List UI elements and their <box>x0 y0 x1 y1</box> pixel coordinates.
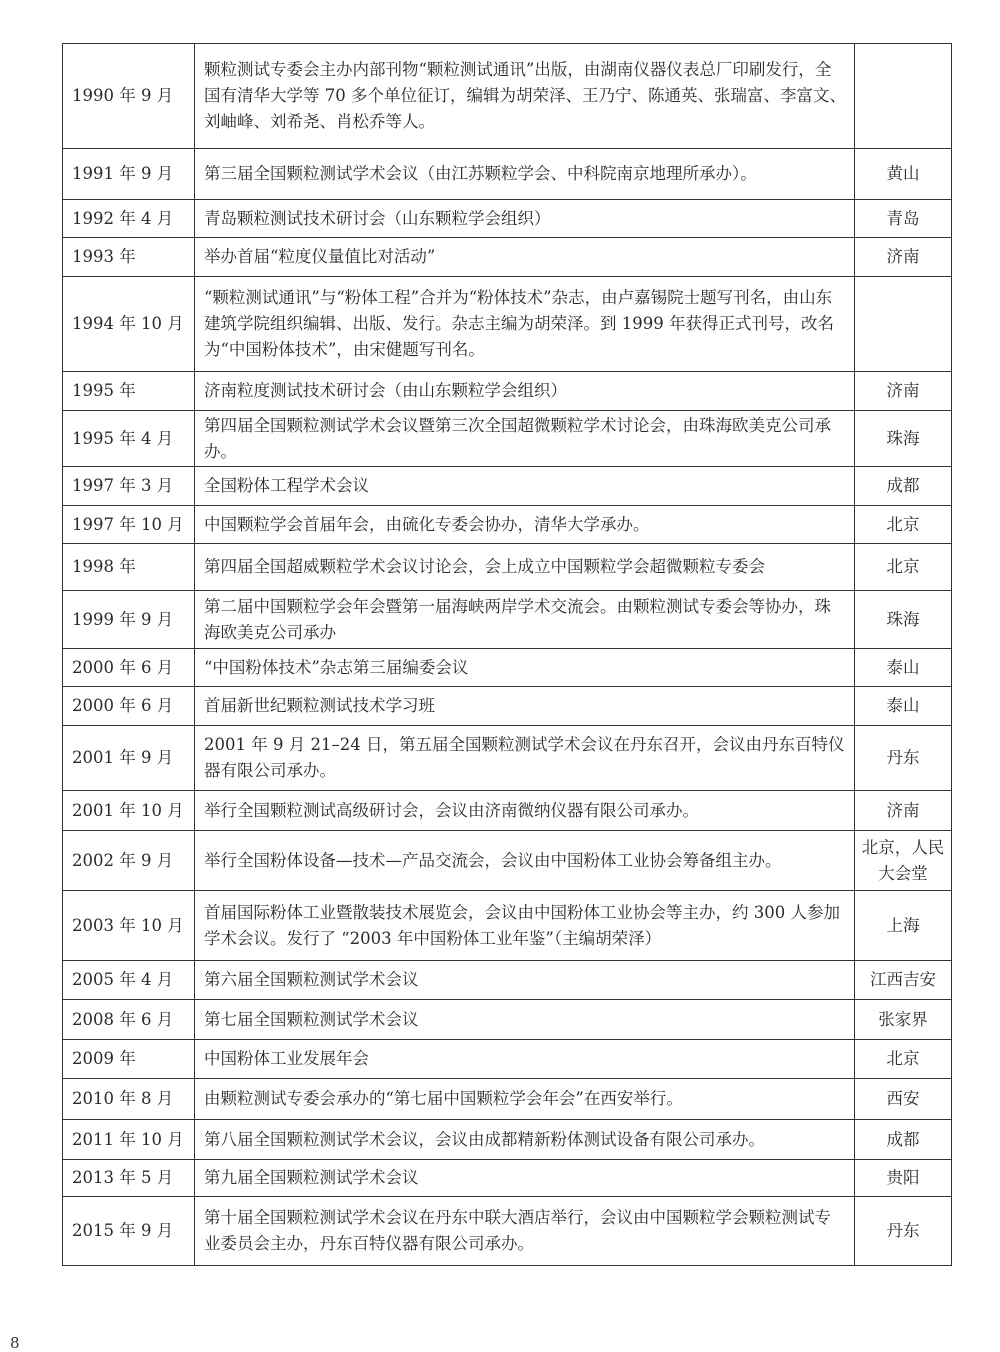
event-description: 第八届全国颗粒测试学术会议，会议由成都精新粉体测试设备有限公司承办。 <box>195 1120 855 1160</box>
event-location: 黄山 <box>855 149 952 200</box>
event-description: 青岛颗粒测试技术研讨会（山东颗粒学会组织） <box>195 200 855 238</box>
event-date: 1995 年 4 月 <box>63 411 195 467</box>
event-date: 2015 年 9 月 <box>63 1197 195 1266</box>
event-date: 1998 年 <box>63 544 195 591</box>
table-row <box>63 831 952 891</box>
table-row <box>63 961 952 1000</box>
event-description: 第二届中国颗粒学会年会暨第一届海峡两岸学术交流会。由颗粒测试专委会等协办，珠海欧美克公司承办 <box>195 591 855 649</box>
event-description: 首届国际粉体工业暨散装技术展览会，会议由中国粉体工业协会等主办，约 300 人参加学术会议。发行了 “2003 年中国粉体工业年鉴”（主编胡荣泽） <box>195 891 855 961</box>
event-location: 济南 <box>855 791 952 831</box>
table-row <box>63 372 952 411</box>
table-row <box>63 1000 952 1040</box>
table-row <box>63 238 952 277</box>
event-date: 1993 年 <box>63 238 195 277</box>
table-row <box>63 687 952 726</box>
event-location: 泰山 <box>855 649 952 687</box>
event-date: 1991 年 9 月 <box>63 149 195 200</box>
event-date: 2009 年 <box>63 1040 195 1079</box>
event-description: 举行全国颗粒测试高级研讨会，会议由济南微纳仪器有限公司承办。 <box>195 791 855 831</box>
event-location: 丹东 <box>855 1197 952 1266</box>
event-location: 西安 <box>855 1079 952 1120</box>
event-date: 2010 年 8 月 <box>63 1079 195 1120</box>
event-description: 举行全国粉体设备—技术—产品交流会，会议由中国粉体工业协会筹备组主办。 <box>195 831 855 891</box>
event-description: 第三届全国颗粒测试学术会议（由江苏颗粒学会、中科院南京地理所承办）。 <box>195 149 855 200</box>
event-description: 第七届全国颗粒测试学术会议 <box>195 1000 855 1040</box>
event-location: 泰山 <box>855 687 952 726</box>
event-description: “中国粉体技术”杂志第三届编委会议 <box>195 649 855 687</box>
event-location <box>855 44 952 149</box>
event-location: 北京 <box>855 1040 952 1079</box>
event-location: 贵阳 <box>855 1160 952 1197</box>
event-timeline-table <box>62 43 952 1266</box>
table-row <box>63 467 952 506</box>
event-description: 2001 年 9 月 21–24 日，第五届全国颗粒测试学术会议在丹东召开，会议由丹东百特仪器有限公司承办。 <box>195 726 855 791</box>
event-date: 1995 年 <box>63 372 195 411</box>
event-date: 2000 年 6 月 <box>63 687 195 726</box>
table-row <box>63 1040 952 1079</box>
table-row <box>63 1120 952 1160</box>
table-row <box>63 591 952 649</box>
event-description: 中国粉体工业发展年会 <box>195 1040 855 1079</box>
event-location: 青岛 <box>855 200 952 238</box>
event-description: 第四届全国超威颗粒学术会议讨论会，会上成立中国颗粒学会超微颗粒专委会 <box>195 544 855 591</box>
event-date: 2001 年 9 月 <box>63 726 195 791</box>
event-date: 1999 年 9 月 <box>63 591 195 649</box>
event-description: 第九届全国颗粒测试学术会议 <box>195 1160 855 1197</box>
event-timeline-body <box>63 44 952 1266</box>
event-location <box>855 277 952 372</box>
event-location: 丹东 <box>855 726 952 791</box>
event-description: 全国粉体工程学术会议 <box>195 467 855 506</box>
event-date: 2008 年 6 月 <box>63 1000 195 1040</box>
event-location: 张家界 <box>855 1000 952 1040</box>
event-date: 1997 年 3 月 <box>63 467 195 506</box>
event-description: 由颗粒测试专委会承办的“第七届中国颗粒学会年会”在西安举行。 <box>195 1079 855 1120</box>
event-location: 成都 <box>855 1120 952 1160</box>
table-row <box>63 411 952 467</box>
event-date: 1990 年 9 月 <box>63 44 195 149</box>
event-date: 2000 年 6 月 <box>63 649 195 687</box>
table-row <box>63 1160 952 1197</box>
event-location: 济南 <box>855 238 952 277</box>
table-row <box>63 277 952 372</box>
table-row <box>63 891 952 961</box>
event-date: 2002 年 9 月 <box>63 831 195 891</box>
event-description: 首届新世纪颗粒测试技术学习班 <box>195 687 855 726</box>
table-row <box>63 791 952 831</box>
event-date: 2005 年 4 月 <box>63 961 195 1000</box>
event-date: 2013 年 5 月 <box>63 1160 195 1197</box>
event-description: 颗粒测试专委会主办内部刊物“颗粒测试通讯”出版，由湖南仪器仪表总厂印刷发行，全国有清华大学等 70 多个单位征订，编辑为胡荣泽、王乃宁、陈通英、张瑞富、李富文、刘岫峰、刘希尧、肖松乔等人。 <box>195 44 855 149</box>
event-date: 2003 年 10 月 <box>63 891 195 961</box>
event-location: 成都 <box>855 467 952 506</box>
event-location: 北京 <box>855 544 952 591</box>
table-row <box>63 1079 952 1120</box>
event-description: 中国颗粒学会首届年会，由硫化专委会协办，清华大学承办。 <box>195 506 855 544</box>
page-number: 8 <box>10 1334 20 1352</box>
table-row <box>63 44 952 149</box>
table-row <box>63 1197 952 1266</box>
event-description: 第六届全国颗粒测试学术会议 <box>195 961 855 1000</box>
event-description: 济南粒度测试技术研讨会（由山东颗粒学会组织） <box>195 372 855 411</box>
event-description: 举办首届“粒度仪量值比对活动” <box>195 238 855 277</box>
event-date: 1997 年 10 月 <box>63 506 195 544</box>
event-date: 2011 年 10 月 <box>63 1120 195 1160</box>
event-description: 第四届全国颗粒测试学术会议暨第三次全国超微颗粒学术讨论会，由珠海欧美克公司承办。 <box>195 411 855 467</box>
event-location: 北京，人民大会堂 <box>855 831 952 891</box>
event-location: 济南 <box>855 372 952 411</box>
event-description: 第十届全国颗粒测试学术会议在丹东中联大酒店举行，会议由中国颗粒学会颗粒测试专业委员会主办，丹东百特仪器有限公司承办。 <box>195 1197 855 1266</box>
table-row <box>63 649 952 687</box>
table-row <box>63 506 952 544</box>
table-row <box>63 200 952 238</box>
table-row <box>63 544 952 591</box>
table-row <box>63 149 952 200</box>
event-date: 1994 年 10 月 <box>63 277 195 372</box>
table-row <box>63 726 952 791</box>
event-location: 珠海 <box>855 411 952 467</box>
event-location: 江西吉安 <box>855 961 952 1000</box>
event-date: 1992 年 4 月 <box>63 200 195 238</box>
event-description: “颗粒测试通讯”与“粉体工程”合并为“粉体技术”杂志，由卢嘉锡院士题写刊名，由山东建筑学院组织编辑、出版、发行。杂志主编为胡荣泽。到 1999 年获得正式刊号，改名为“中国粉体技术”，由宋健题写刊名。 <box>195 277 855 372</box>
event-date: 2001 年 10 月 <box>63 791 195 831</box>
event-location: 上海 <box>855 891 952 961</box>
event-location: 北京 <box>855 506 952 544</box>
event-location: 珠海 <box>855 591 952 649</box>
